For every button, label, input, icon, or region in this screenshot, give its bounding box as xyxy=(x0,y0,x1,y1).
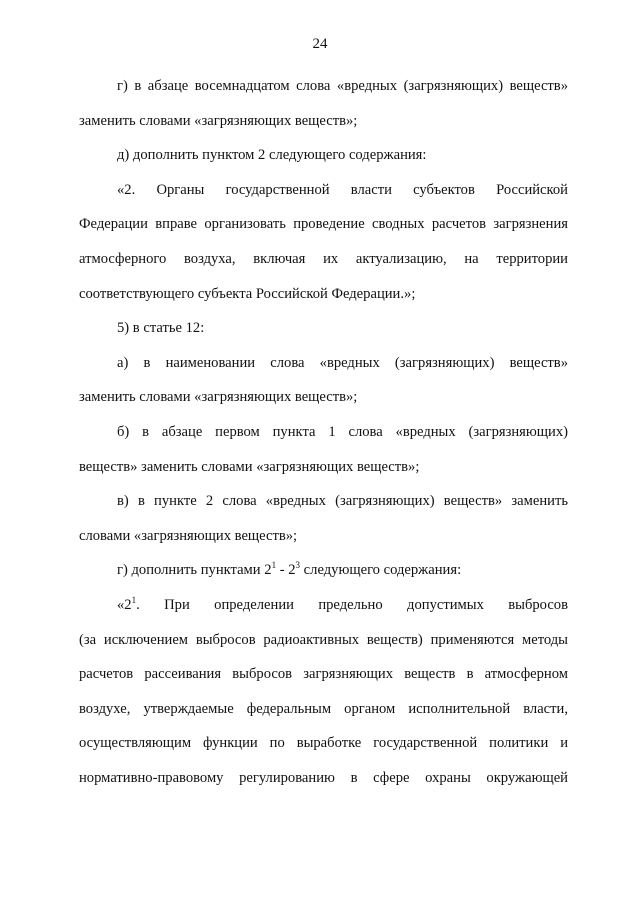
text-line-13: в) в пункте 2 слова «вредных (загрязняющих) веществ» заменить xyxy=(117,493,568,510)
text-line-21: нормативно-правовому регулированию в сфере охраны окружающей xyxy=(79,769,568,786)
text-fragment: г) дополнить пунктами 2 xyxy=(117,562,272,579)
text-line-15 xyxy=(79,553,568,588)
text-line-5: Федерации вправе организовать проведение сводных расчетов загрязнения xyxy=(79,216,568,233)
text-line-18: расчетов рассеивания выбросов загрязняющих веществ в атмосферном xyxy=(79,666,568,683)
text-line-12: веществ» заменить словами «загрязняющих веществ»; xyxy=(79,458,420,475)
superscript: 1 xyxy=(131,594,137,605)
superscript: 1 xyxy=(271,560,277,571)
text-line-3: д) дополнить пунктом 2 следующего содержания: xyxy=(117,147,427,164)
text-line-20: осуществляющим функции по выработке государственной политики и xyxy=(79,735,568,752)
page-number: 24 xyxy=(312,36,328,52)
text-line-7: соответствующего субъекта Российской Федерации.»; xyxy=(79,285,416,302)
text-fragment: «2 xyxy=(117,596,132,613)
text-line-17: (за исключением выбросов радиоактивных веществ) применяются методы xyxy=(79,631,568,648)
document-body xyxy=(79,69,568,795)
text-line-11: б) в абзаце первом пункта 1 слова «вредных (загрязняющих) xyxy=(117,423,568,440)
text-line-4: «2. Органы государственной власти субъектов Российской xyxy=(117,181,568,198)
text-line-19: воздухе, утверждаемые федеральным органом исполнительной власти, xyxy=(79,700,568,717)
text-line-1: г) в абзаце восемнадцатом слова «вредных (загрязняющих) веществ» xyxy=(117,78,568,94)
text-line-6: атмосферного воздуха, включая их актуализацию, на территории xyxy=(79,250,568,267)
text-fragment: следующего содержания: xyxy=(300,562,462,579)
text-line-2: заменить словами «загрязняющих веществ»; xyxy=(79,112,358,129)
text-fragment: - 2 xyxy=(276,562,296,579)
superscript: 3 xyxy=(295,560,301,571)
text-fragment: . При определении предельно допустимых выбросов xyxy=(136,596,568,613)
text-line-8: 5) в статье 12: xyxy=(117,320,205,337)
text-line-10: заменить словами «загрязняющих веществ»; xyxy=(79,389,358,406)
text-line-14: словами «загрязняющих веществ»; xyxy=(79,527,298,544)
text-line-9: а) в наименовании слова «вредных (загрязняющих) веществ» xyxy=(117,354,568,371)
text-line-16 xyxy=(79,588,568,623)
